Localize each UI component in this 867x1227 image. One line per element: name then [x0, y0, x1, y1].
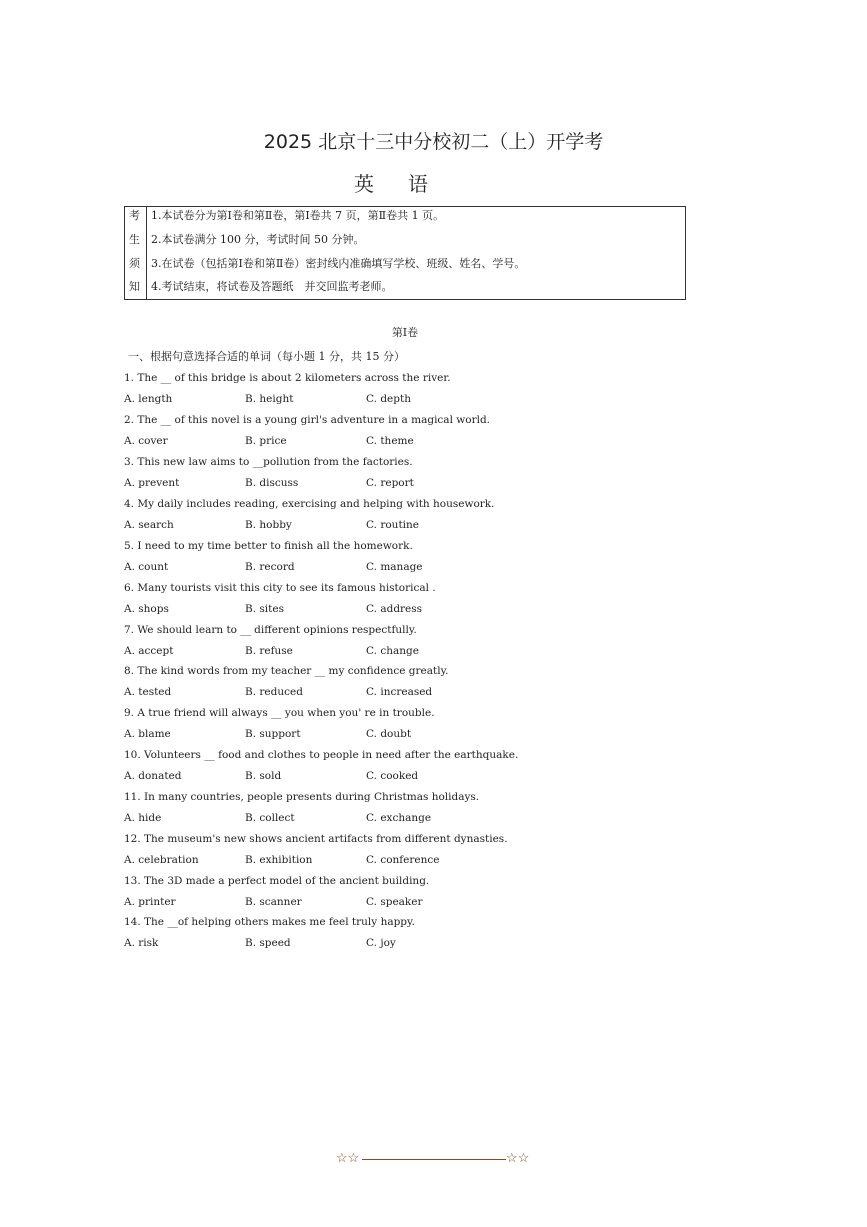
notice-side-char: 知 [129, 280, 140, 293]
option-c[interactable]: C. increased [366, 686, 433, 698]
option-b[interactable]: B. hobby [245, 519, 292, 531]
option-b[interactable]: B. record [245, 561, 295, 573]
question-stem: 14. The __of helping others makes me feel truly happy. [124, 916, 415, 928]
option-b[interactable]: B. support [245, 728, 301, 740]
option-a[interactable]: A. prevent [124, 477, 180, 489]
option-c[interactable]: C. depth [366, 393, 411, 405]
page-footer-ornament [336, 1152, 536, 1168]
notice-rule: 1.本试卷分为第Ⅰ卷和第Ⅱ卷，第Ⅰ卷共 7 页，第Ⅱ卷共 1 页。 [151, 209, 445, 222]
question-stem: 7. We should learn to __ different opinions respectfully. [124, 624, 417, 636]
star-icon: ☆☆ [336, 1151, 360, 1166]
question-stem: 11. In many countries, people presents during Christmas holidays. [124, 791, 480, 803]
question-stem: 5. I need to my time better to finish all the homework. [124, 540, 413, 552]
question-stem: 8. The kind words from my teacher __ my confidence greatly. [124, 665, 449, 677]
notice-rule: 3.在试卷（包括第Ⅰ卷和第Ⅱ卷）密封线内准确填写学校、班级、姓名、学号。 [151, 257, 526, 270]
subject-title: 英语 [354, 172, 462, 196]
part-title: 一、根据句意选择合适的单词（每小题 1 分，共 15 分） [128, 350, 405, 363]
option-c[interactable]: C. conference [366, 854, 440, 866]
option-a[interactable]: A. blame [124, 728, 171, 740]
option-b[interactable]: B. height [245, 393, 294, 405]
option-a[interactable]: A. tested [124, 686, 172, 698]
notice-side-char: 考 [129, 209, 140, 222]
option-a[interactable]: A. celebration [124, 854, 199, 866]
exam-title: 2025 北京十三中分校初二（上）开学考 [263, 131, 604, 153]
option-c[interactable]: C. report [366, 477, 414, 489]
footer-divider [362, 1159, 506, 1160]
option-c[interactable]: C. manage [366, 561, 423, 573]
option-c[interactable]: C. doubt [366, 728, 412, 740]
question-stem: 12. The museum's new shows ancient artifacts from different dynasties. [124, 833, 508, 845]
option-c[interactable]: C. theme [366, 435, 414, 447]
option-a[interactable]: A. count [124, 561, 169, 573]
option-c[interactable]: C. routine [366, 519, 419, 531]
option-a[interactable]: A. risk [124, 937, 159, 949]
option-c[interactable]: C. speaker [366, 896, 423, 908]
question-stem: 2. The __ of this novel is a young girl's adventure in a magical world. [124, 414, 491, 426]
option-c[interactable]: C. address [366, 603, 423, 615]
question-stem: 4. My daily includes reading, exercising and helping with housework. [124, 498, 495, 510]
option-a[interactable]: A. hide [124, 812, 162, 824]
notice-side-char: 须 [129, 257, 140, 270]
option-b[interactable]: B. price [245, 435, 287, 447]
option-c[interactable]: C. joy [366, 937, 396, 949]
option-a[interactable]: A. search [124, 519, 174, 531]
option-a[interactable]: A. printer [124, 896, 176, 908]
option-b[interactable]: B. collect [245, 812, 295, 824]
option-c[interactable]: C. change [366, 645, 419, 657]
notice-side-label [125, 207, 147, 299]
option-c[interactable]: C. exchange [366, 812, 432, 824]
option-b[interactable]: B. refuse [245, 645, 293, 657]
notice-side-char: 生 [129, 233, 140, 246]
option-b[interactable]: B. sites [245, 603, 284, 615]
option-a[interactable]: A. donated [124, 770, 182, 782]
question-stem: 13. The 3D made a perfect model of the ancient building. [124, 875, 430, 887]
option-a[interactable]: A. accept [124, 645, 174, 657]
option-b[interactable]: B. reduced [245, 686, 303, 698]
option-a[interactable]: A. cover [124, 435, 168, 447]
option-a[interactable]: A. length [124, 393, 173, 405]
option-a[interactable]: A. shops [124, 603, 169, 615]
question-stem: 3. This new law aims to __pollution from the factories. [124, 456, 413, 468]
option-c[interactable]: C. cooked [366, 770, 419, 782]
section-label: 第Ⅰ卷 [391, 326, 419, 339]
option-b[interactable]: B. sold [245, 770, 282, 782]
exam-notice-box [124, 206, 686, 300]
option-b[interactable]: B. discuss [245, 477, 299, 489]
question-stem: 6. Many tourists visit this city to see its famous historical . [124, 582, 436, 594]
option-b[interactable]: B. exhibition [245, 854, 313, 866]
option-b[interactable]: B. speed [245, 937, 291, 949]
star-icon: ☆☆ [506, 1151, 530, 1166]
notice-rule: 2.本试卷满分 100 分，考试时间 50 分钟。 [151, 233, 365, 246]
question-stem: 1. The __ of this bridge is about 2 kilometers across the river. [124, 372, 451, 384]
option-b[interactable]: B. scanner [245, 896, 302, 908]
question-stem: 9. A true friend will always __ you when you' re in trouble. [124, 707, 435, 719]
question-stem: 10. Volunteers __ food and clothes to people in need after the earthquake. [124, 749, 519, 761]
notice-rule: 4.考试结束，将试卷及答题纸 并交回监考老师。 [151, 280, 393, 293]
